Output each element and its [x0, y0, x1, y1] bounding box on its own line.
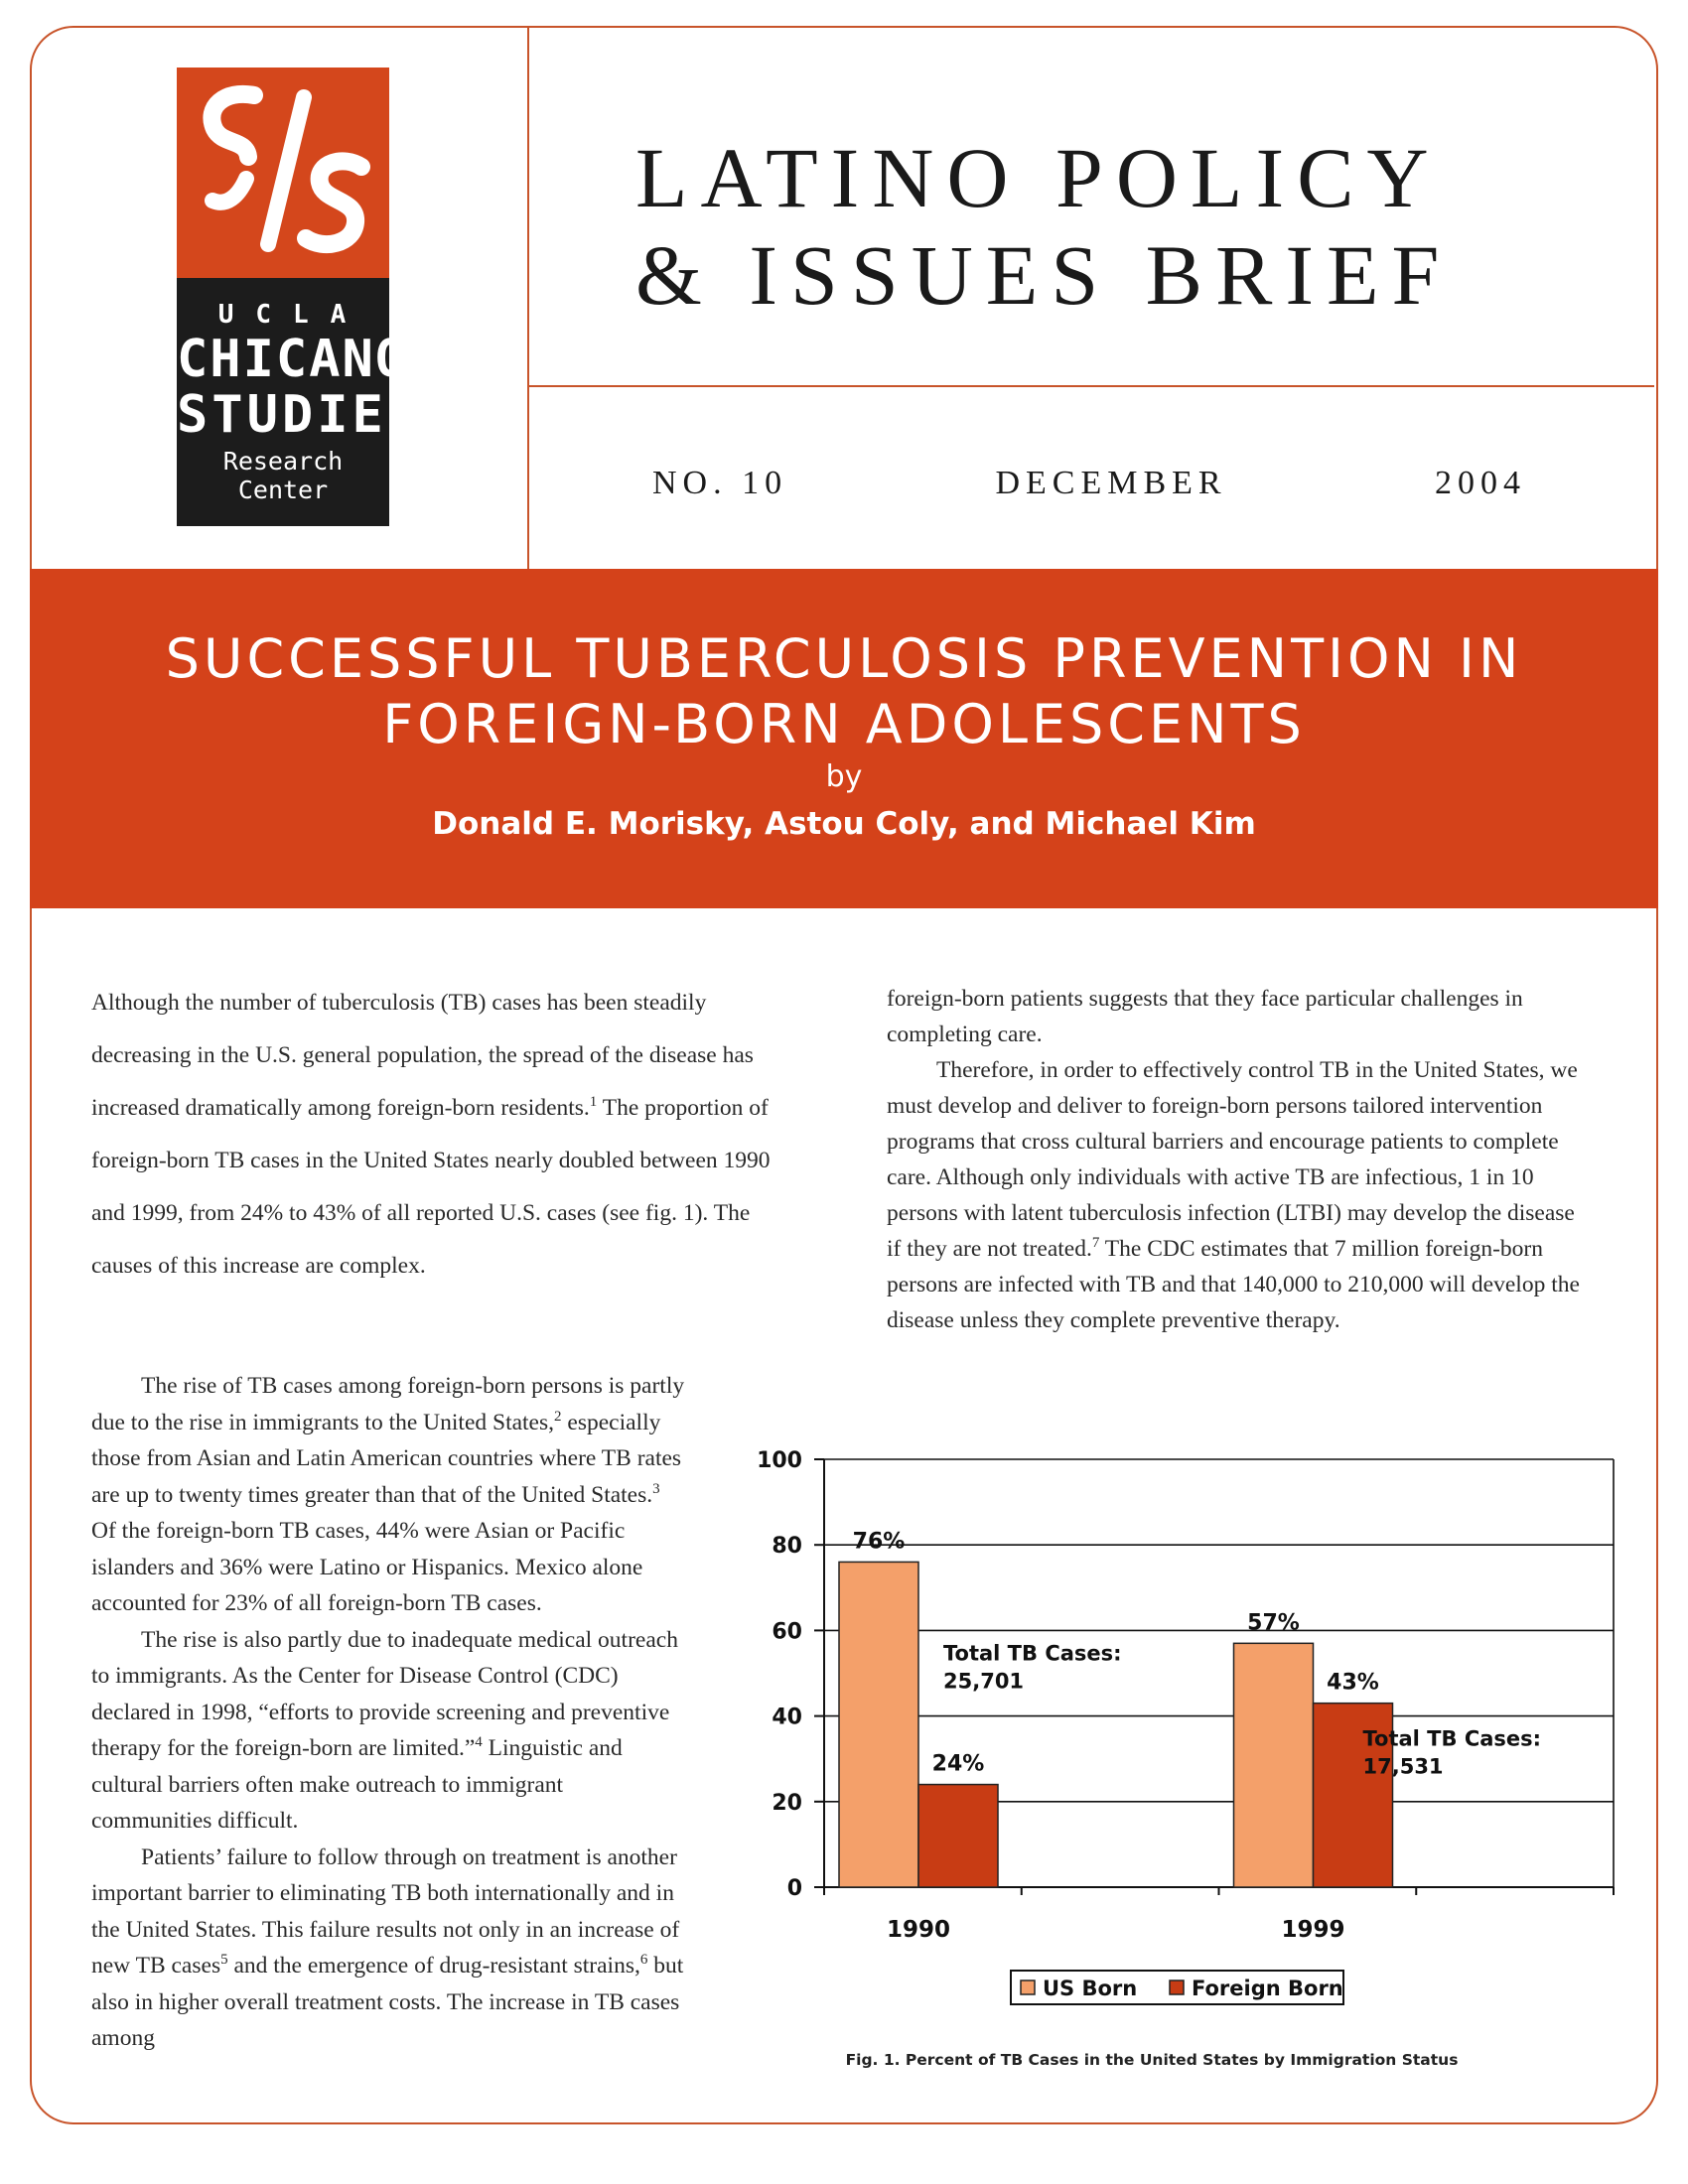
para3-text-2: Linguistic and cultural barriers often make outreach to immigrant communities difficult.: [91, 1735, 623, 1834]
masthead: [635, 129, 1628, 324]
logo-ucla: UCLA: [217, 300, 368, 330]
intro-paragraph: [91, 977, 806, 1293]
intro-text-1: Although the number of tuberculosis (TB) cases has been steadily decreasing in the U.S. general population, the spread of the disease has increased dramatically among foreign-born residents.: [91, 990, 754, 1121]
legend-label: Foreign Born: [1192, 1977, 1343, 2000]
logo-studies: STUDIES: [177, 385, 423, 445]
footnote-ref-3: 3: [652, 1480, 660, 1497]
para4-text-3: but also in higher overall treatment costs. The increase in TB cases among: [91, 1953, 684, 2051]
footnote-ref-4: 4: [475, 1734, 483, 1751]
intro-text-2: The proportion of foreign-born TB cases in the United States nearly doubled between 1990 and 1999, from 24% to 43% of all reported U.S. cases (see fig. 1). The causes of this increase are complex.: [91, 1095, 771, 1279]
paragraph-5: foreign-born patients suggests that they face particular challenges in completing care.: [887, 986, 1523, 1047]
para4-text-1: Patients’ failure to follow through on treatment is another important barrier to eliminating TB both internationally and in the United States. This failure results not only in an increase of new TB cases: [91, 1843, 680, 1979]
footnote-ref-7: 7: [1091, 1235, 1100, 1252]
y-tick-label: 20: [772, 1790, 802, 1816]
para6-text-2: The CDC estimates that 7 million foreign-born persons are infected with TB and that 140,000 to 210,000 will develop the disease unless they complete preventive therapy.: [887, 1236, 1580, 1333]
data-label: 24%: [931, 1751, 985, 1777]
x-tick-label: 1990: [886, 1917, 951, 1943]
issue-number: NO. 10: [652, 465, 788, 501]
chart-svg: [745, 1434, 1618, 2050]
logo-chicano: CHICANO: [177, 330, 409, 389]
y-tick-label: 80: [772, 1534, 802, 1560]
figure-caption: Fig. 1. Percent of TB Cases in the United States by Immigration Status: [845, 2051, 1459, 2069]
left-column: [91, 1368, 687, 2057]
cs-logo: [177, 68, 423, 526]
issue-year: 2004: [1434, 465, 1526, 501]
data-label: 43%: [1327, 1670, 1379, 1696]
logo-monogram-panel: [177, 68, 389, 278]
bar-us-born-1999: [1234, 1643, 1314, 1887]
data-label: 57%: [1247, 1610, 1300, 1636]
paragraph-6: [887, 1052, 1594, 1338]
article-title: [30, 626, 1658, 757]
total-cases-label: Total TB Cases:: [1362, 1726, 1542, 1751]
data-label: 76%: [852, 1529, 906, 1555]
footnote-ref-6: 6: [639, 1952, 648, 1969]
paragraph-4: [91, 1840, 687, 2057]
header-divider-horizontal: [529, 385, 1654, 387]
legend-label: US Born: [1043, 1977, 1138, 2000]
y-tick-label: 100: [757, 1448, 802, 1473]
footnote-ref-2: 2: [554, 1408, 562, 1425]
legend-swatch-foreign-born: [1170, 1980, 1184, 1994]
para6-text-1: Therefore, in order to effectively control TB in the United States, we must develop and deliver to foreign-born persons tailored intervention programs that cross cultural barriers and encourage patients to complete care. Although only individuals with active TB are infectious, 1 in 10 persons with latent tuberculosis infection (LTBI) may develop the disease if they are not treated.: [887, 1057, 1578, 1262]
right-column: [887, 981, 1594, 1338]
issue-month: DECEMBER: [995, 465, 1227, 501]
bar-us-born-1990: [839, 1562, 918, 1887]
footnote-ref-1: 1: [589, 1094, 598, 1111]
total-cases-value: 17,531: [1362, 1754, 1444, 1779]
tb-cases-chart: [745, 1434, 1618, 2129]
para2-text-3: Of the foreign-born TB cases, 44% were Asian or Pacific islanders and 36% were Latino or Hispanics. Mexico alone accounted for 23% of all foreign-born TB cases.: [91, 1518, 643, 1616]
masthead-line2: & ISSUES BRIEF: [635, 227, 1453, 323]
title-band: [30, 569, 1658, 908]
para4-text-2: and the emergence of drug-resistant strains,: [227, 1953, 640, 1979]
article-authors: Donald E. Morisky, Astou Coly, and Michael Kim: [432, 806, 1256, 842]
para2-text-2: especially those from Asian and Latin American countries where TB rates are up to twenty times greater than that of the United States.: [91, 1409, 682, 1508]
masthead-line1: LATINO POLICY: [635, 130, 1442, 225]
bar-foreign-born-1990: [918, 1785, 998, 1887]
logo-research-center: Research Center: [222, 447, 344, 504]
paragraph-3: [91, 1622, 687, 1840]
article-title-line1: SUCCESSFUL TUBERCULOSIS PREVENTION IN: [165, 627, 1523, 690]
y-tick-label: 0: [786, 1876, 802, 1901]
legend-swatch-us-born: [1021, 1980, 1035, 1994]
total-cases-value: 25,701: [943, 1669, 1025, 1694]
total-cases-label: Total TB Cases:: [943, 1641, 1122, 1666]
y-tick-label: 40: [772, 1705, 802, 1730]
para2-text-1: The rise of TB cases among foreign-born persons is partly due to the rise in immigrants to the United States,: [91, 1373, 685, 1435]
y-tick-label: 60: [772, 1619, 802, 1645]
para3-text-1: The rise is also partly due to inadequate medical outreach to immigrants. As the Center for Disease Control (CDC) declared in 1998, “efforts to provide screening and preventive therapy for the foreign-born are limited.”: [91, 1626, 678, 1761]
cs-monogram-icon: [177, 68, 389, 278]
paragraph-2: [91, 1368, 687, 1622]
header-divider-vertical: [527, 28, 529, 569]
x-tick-label: 1999: [1281, 1917, 1345, 1943]
article-by: by: [825, 759, 863, 794]
article-title-line2: FOREIGN-BORN ADOLESCENTS: [382, 693, 1306, 755]
issue-line: [652, 465, 1526, 502]
footnote-ref-5: 5: [220, 1952, 228, 1969]
logo-text-panel: [177, 278, 423, 526]
